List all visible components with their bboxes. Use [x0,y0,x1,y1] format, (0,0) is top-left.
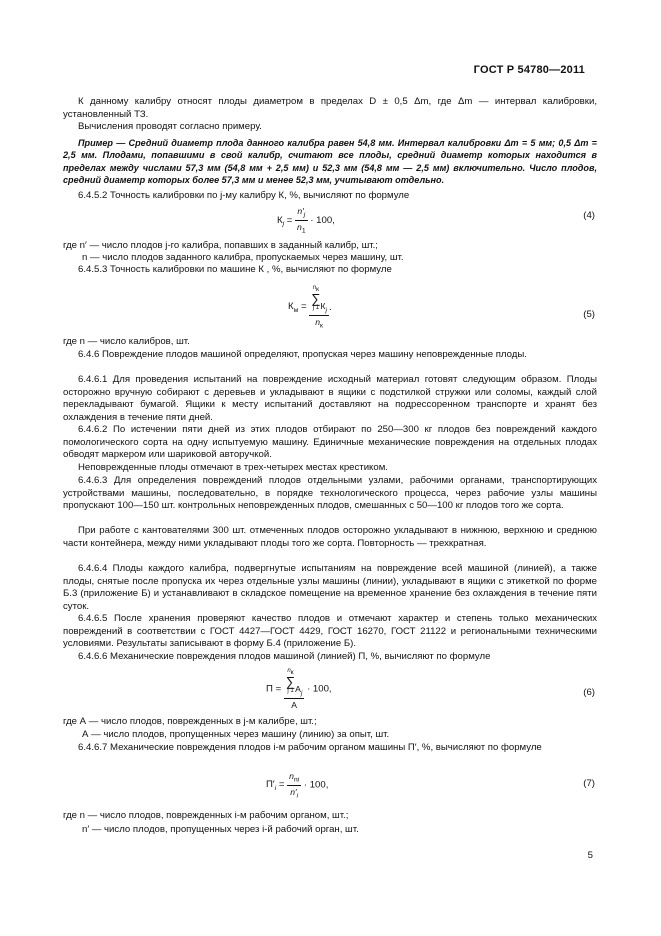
where-6a: где А — число плодов, поврежденных в j-м калибре, шт.; [63,716,317,727]
equation-number-4: (4) [583,210,595,221]
paragraph-cross-marking: Неповрежденные плоды отмечают в трех-четырех местах крестиком. [78,462,388,473]
section-6452: 6.4.5.2 Точность калибровки по j-му калибру К, %, вычисляют по формуле [78,190,410,201]
standard-header: ГОСТ Р 54780—2011 [473,64,585,76]
where-6b: А — число плодов, пропущенных через машину (линию) за опыт, шт. [82,729,390,740]
where-5: где n — число калибров, шт. [63,336,190,347]
section-6465: 6.4.6.5 После хранения проверяют качество плодов и отмечают характер и степень только механических повреждений в соответствии с ГОСТ 4427—ГОСТ 4429, ГОСТ 16270, ГОСТ 21122 и региональными техническими условиями. Результаты записывают в форму Б.4 (приложение Б). [63,613,597,650]
section-6466: 6.4.6.6 Механические повреждения плодов машиной (линией) П, %, вычисляют по формуле [78,651,491,662]
where-4b: n — число плодов заданного калибра, пропускаемых через машину, шт. [82,252,404,263]
formula-5: $К_м$ = $n_к$ ∑ j 1 $К_j$ $n_к$ . [288,285,332,330]
section-6464: 6.4.6.4 Плоды каждого калибра, подвергнутые испытаниям на повреждение всей машиной (линией), а также плоды, снятые после пропуска их через отдельные узлы машины (линии), укладывают в ящики с этикеткой по форме Б.3 (приложение Б) и устанавливают в складское помещение на временное хранение без охлаждения в течение пяти суток. [63,563,597,612]
where-7a: где n — число плодов, поврежденных i-м рабочим органом, шт.; [63,810,349,821]
formula-6: П = $n_к$ ∑ j 1 $А_j$ А · 100, [266,668,332,710]
paragraph-calibre-range: К данному калибру относят плоды диаметром в пределах D ± 0,5 Δm, где Δm — интервал калибровки, установленный ТЗ. [63,96,597,120]
formula-7: $П'_i$ = $\frac{n_{пi}}{n'_i}$ · 100, [266,771,329,800]
section-646: 6.4.6 Повреждение плодов машиной определяют, пропуская через машину неповрежденные плоды. [78,349,527,360]
section-6453: 6.4.5.3 Точность калибровки по машине К , %, вычисляют по формуле [78,264,392,275]
where-7b: n′ — число плодов, пропущенных через i-й рабочий орган, шт. [82,824,359,835]
formula-4: $К_j$ = $\frac{n'_j}{n_1}$ · 100, [277,206,335,235]
example-note: Пример — Средний диаметр плода данного калибра равен 54,8 мм. Интервал калибровки Δm = 5 мм; 0,5 Δm = 2,5 мм. Плодами, попавшими в свой калибр, считают все плоды, средний диаметр которых находится в пределах между числами 57,3 мм (54,8 мм + 2,5 мм) и 52,3 мм (54,8 мм — 2,5 мм) включительно. Число плодов, средний диаметр которых более 57,3 мм и менее 52,3 мм, учитывают отдельно. [63,138,597,186]
section-6463: 6.4.6.3 Для определения повреждений плодов отдельными узлами, рабочими органами, транспортирующих устройствами машины, последовательно, в порядке технологического процесса, через рабочие узлы машины пропускают 100—150 шт. контрольных неповрежденных плодов, смешанных с 50—100 кг плодов того же сорта. [63,475,597,512]
paragraph-calc-example: Вычисления проводят согласно примеру. [78,121,262,132]
equation-number-7: (7) [583,778,595,789]
page-number: 5 [587,850,593,861]
section-6462: 6.4.6.2 По истечении пяти дней из этих плодов отбирают по 250—300 кг плодов без повреждений каждого помологического сорта на одну испытуемую машину. Единичные механические повреждения на отдельных плодах обводят маркером или шариковой авторучкой. [63,424,597,461]
section-6461: 6.4.6.1 Для проведения испытаний на повреждение исходный материал готовят следующим образом. Плоды осторожно вручную собирают с деревьев и укладывают в ящики с подстилкой стружки или соломы, каждый слой перекладывают бумагой. Ящики к месту испытаний доставляют на подрессоренном транспорте и хранят без охлаждения в течение пяти дней. [63,374,597,423]
section-6467: 6.4.6.7 Механические повреждения плодов i-м рабочим органом машины П′, %, вычисляют по формуле [78,742,542,753]
equation-number-6: (6) [583,687,595,698]
equation-number-5: (5) [583,309,595,320]
where-4a: где n′ — число плодов j-го калибра, попавших в заданный калибр, шт.; [63,240,378,251]
paragraph-tippers: При работе с кантователями 300 шт. отмеченных плодов осторожно укладывают в нижнюю, верхнюю и среднюю части контейнера, между ними укладывают плоды того же сорта. Повторность — трехкратная. [63,525,597,549]
